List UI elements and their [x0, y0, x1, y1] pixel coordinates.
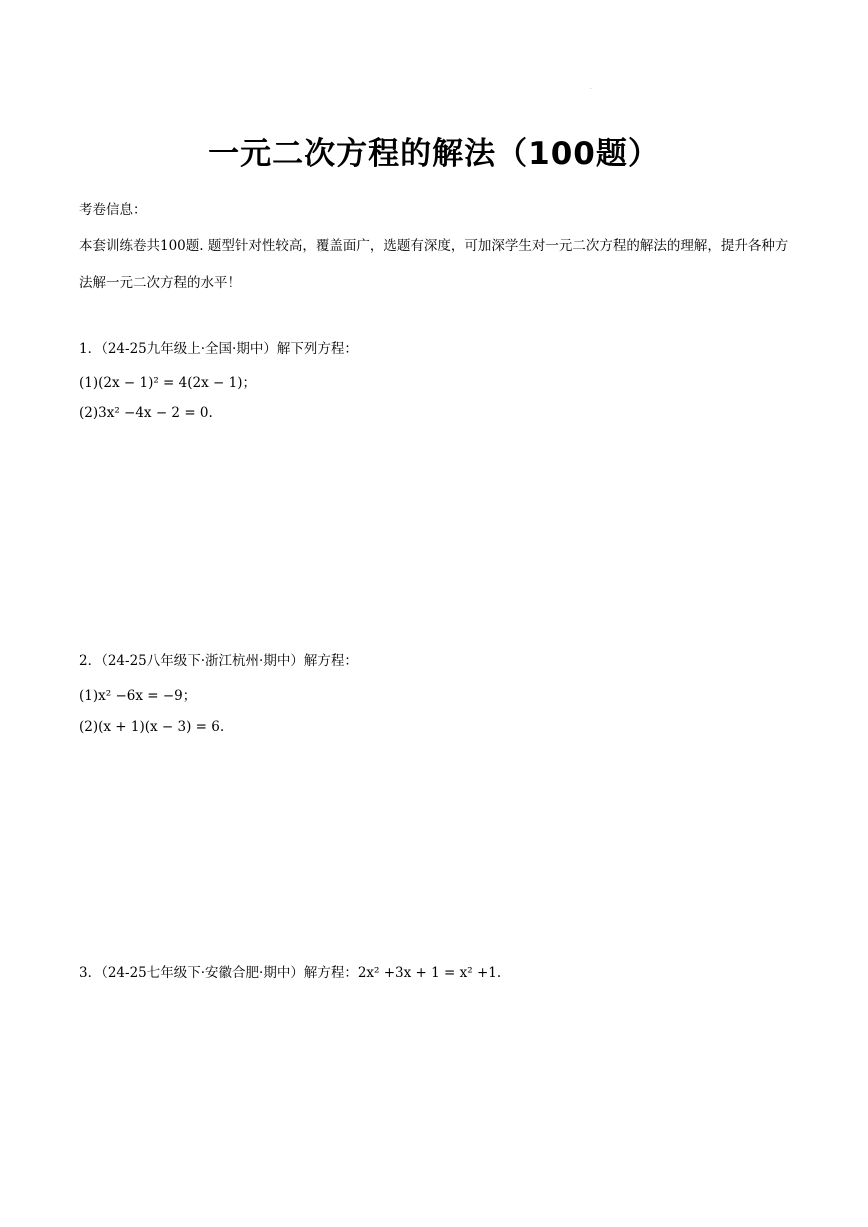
intro-paragraph: 本套训练卷共100题. 题型针对性较高，覆盖面广，选题有深度，可加深学生对一元二次方程的解法的理解，提升各种方法解一元二次方程的水平！	[79, 238, 789, 291]
question-2-header: 2．（24-25八年级下·浙江杭州·期中）解方程：	[79, 653, 358, 669]
question-2-part-1: (1)x² −6x = −9；	[79, 688, 197, 704]
document-title: 一元二次方程的解法（100题）	[208, 136, 660, 172]
question-1-part-1: (1)(2x − 1)² = 4(2x − 1)；	[79, 375, 256, 391]
exam-info-label: 考卷信息：	[79, 202, 147, 218]
question-3-header: 3．（24-25七年级下·安徽合肥·期中）解方程：2x² +3x + 1 = x² +1.	[79, 965, 502, 981]
question-1-header: 1．（24-25九年级上·全国·期中）解下列方程：	[79, 341, 358, 357]
scan-mark: ·	[590, 86, 592, 93]
question-2-part-2: (2)(x + 1)(x − 3) = 6.	[79, 719, 225, 735]
question-1-part-2: (2)3x² −4x − 2 = 0.	[79, 405, 213, 421]
